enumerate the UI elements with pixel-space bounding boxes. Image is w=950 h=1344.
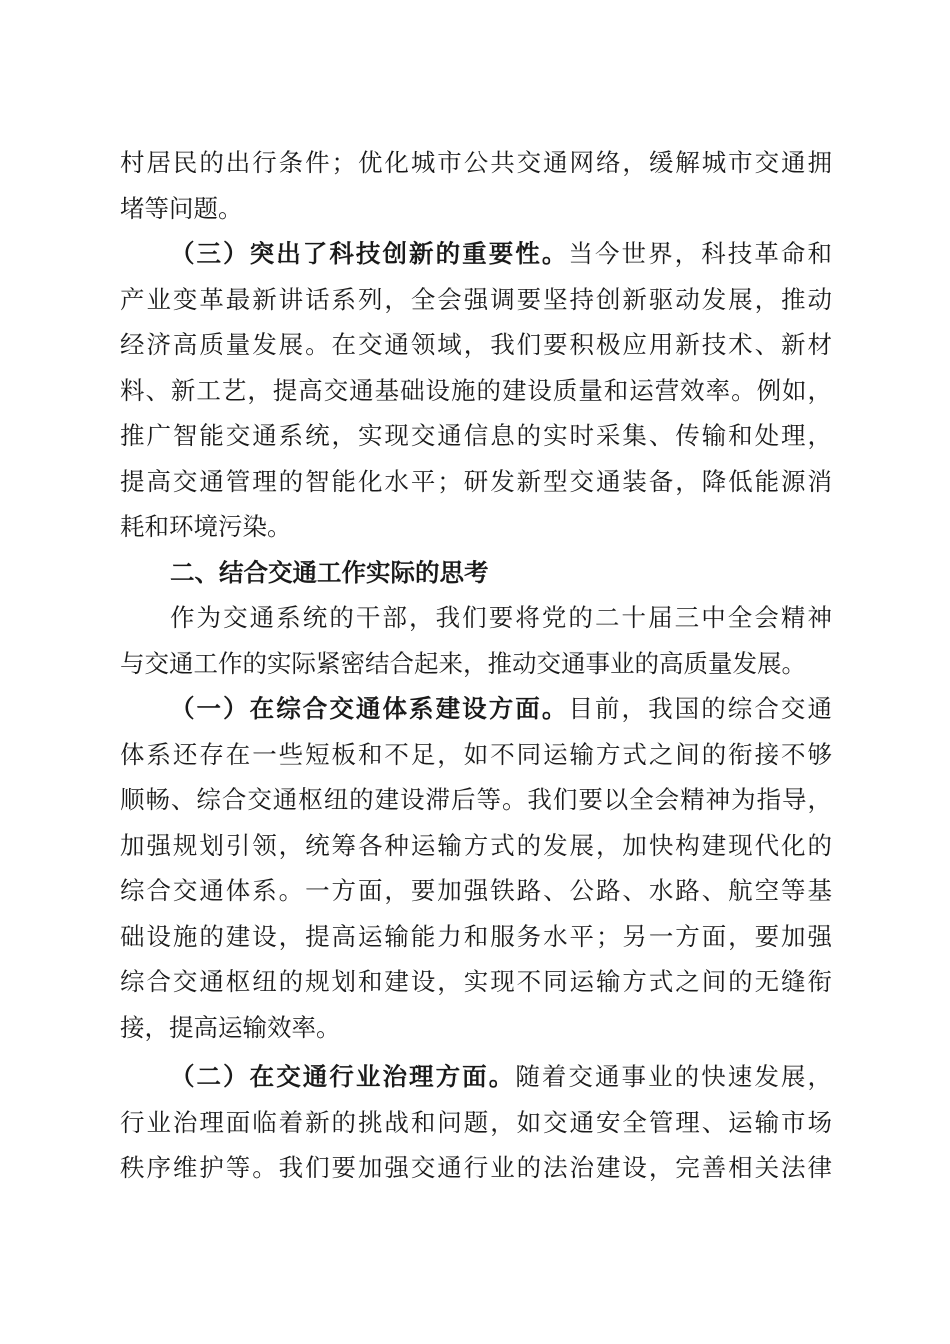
text-run: 当今世界，科技革命和	[568, 239, 832, 268]
text-line: 与交通工作的实际紧密结合起来，推动交通事业的高质量发展。	[120, 648, 806, 678]
text-line: 秩序维护等。我们要加强交通行业的法治建设，完善相关法律	[120, 1153, 832, 1182]
text-line: 经济高质量发展。在交通领域，我们要积极应用新技术、新材	[120, 330, 832, 359]
text-line: 耗和环境污染。	[120, 512, 292, 541]
text-line: 村居民的出行条件；优化城市公共交通网络，缓解城市交通拥	[120, 148, 832, 177]
text-line: 料、新工艺，提高交通基础设施的建设质量和运营效率。例如，	[120, 375, 832, 405]
text-line: 接，提高运输效率。	[120, 1012, 341, 1042]
text-run: 目前，我国的综合交通	[568, 694, 832, 723]
text-line: 综合交通枢纽的规划和建设，实现不同运输方式之间的无缝衔	[120, 967, 832, 996]
text-line: 加强规划引领，统筹各种运输方式的发展，加快构建现代化的	[120, 830, 832, 860]
text-line: 顺畅、综合交通枢纽的建设滞后等。我们要以全会精神为指导，	[120, 785, 832, 814]
text-line: 础设施的建设，提高运输能力和服务水平；另一方面，要加强	[120, 921, 832, 951]
paragraph-lead: （二）在交通行业治理方面。	[170, 1062, 516, 1091]
body-text	[120, 140, 832, 1191]
text-line: 综合交通体系。一方面，要加强铁路、公路、水路、航空等基	[120, 876, 832, 905]
text-line: 提高交通管理的智能化水平；研发新型交通装备，降低能源消	[120, 466, 832, 496]
text-line: 推广智能交通系统，实现交通信息的实时采集、传输和处理，	[120, 421, 832, 450]
section-heading: 二、结合交通工作实际的思考	[170, 557, 489, 587]
text-line: 体系还存在一些短板和不足，如不同运输方式之间的衔接不够	[120, 739, 832, 769]
text-line: 作为交通系统的干部，我们要将党的二十届三中全会精神	[170, 603, 832, 632]
paragraph-lead: （一）在综合交通体系建设方面。	[170, 694, 569, 723]
text-line	[120, 686, 832, 732]
text-line	[120, 231, 832, 277]
text-line	[120, 1054, 832, 1100]
paragraph-lead: （三）突出了科技创新的重要性。	[170, 239, 569, 268]
text-line: 产业变革最新讲话系列，全会强调要坚持创新驱动发展，推动	[120, 284, 832, 314]
text-run: 随着交通事业的快速发展，	[515, 1062, 832, 1091]
text-line: 堵等问题。	[120, 193, 243, 223]
text-line: 行业治理面临着新的挑战和问题，如交通安全管理、运输市场	[120, 1107, 832, 1137]
